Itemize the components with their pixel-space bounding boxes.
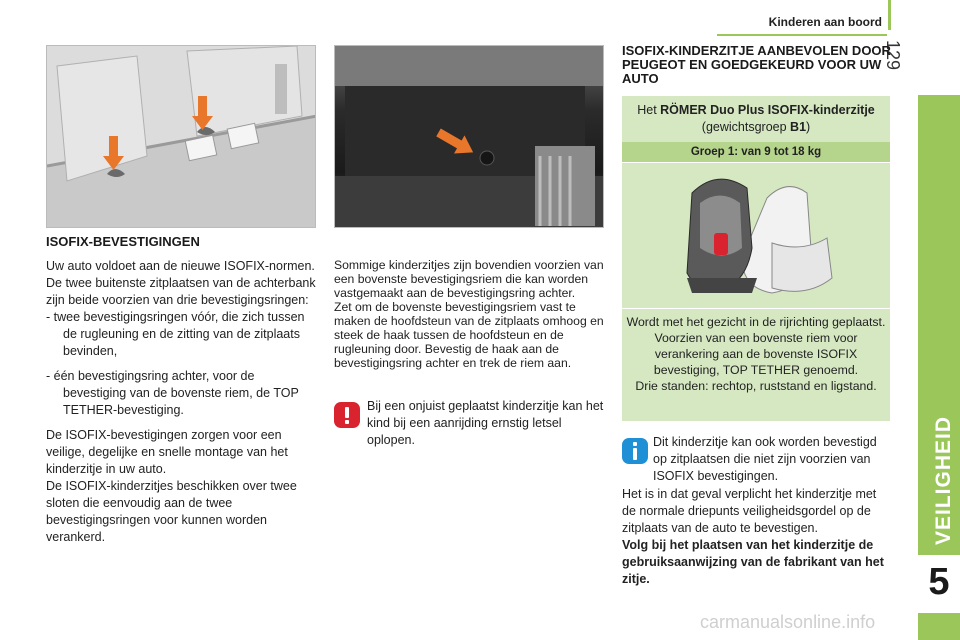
weight-group-suffix: )	[806, 120, 811, 134]
info-text: Dit kinderzitje kan ook worden bevestigd op zitplaatsen die niet zijn voorzien van ISOFIX bevestigingen.	[653, 435, 877, 483]
top-tether-text	[334, 258, 606, 370]
belt-instructions: Het is in dat geval verplicht het kinderzitje met de normale driepunts veiligheidsgordel op de zitplaats van de auto te bevestigen.	[622, 487, 877, 535]
isofix-body-text	[46, 258, 316, 546]
weight-group-prefix: (gewichtsgroep	[701, 120, 791, 134]
header-rule	[717, 34, 887, 36]
product-prefix: Het	[637, 103, 661, 117]
isofix-rings-photo	[46, 45, 316, 228]
product-name: RÖMER Duo Plus ISOFIX-kinderzitje	[660, 103, 875, 117]
bullet-front-rings: - twee bevestigingsringen vóór, die zich tussen de rugleuning en de zitting van de zitplaats bevinden,	[46, 310, 305, 358]
seat-orientation: Wordt met het gezicht in de rijrichting geplaatst.	[626, 315, 886, 329]
child-seat-image-area	[622, 163, 890, 308]
group-bar: Groep 1: van 9 tot 18 kg	[622, 142, 890, 162]
watermark: carmanualsonline.info	[700, 612, 876, 632]
intro-paragraph: Uw auto voldoet aan de nieuwe ISOFIX-normen.	[46, 259, 315, 273]
rings-paragraph: De twee buitenste zitplaatsen van de achterbank zijn beide voorzien van drie bevestigingsringen:	[46, 276, 316, 307]
bullet-rear-ring: - één bevestigingsring achter, voor de bevestiging van de bovenste riem, de TOP TETHER-bevestiging.	[46, 369, 299, 417]
isofix-section-title: ISOFIX-BEVESTIGINGEN	[46, 234, 200, 249]
header-vertical-rule	[888, 0, 891, 30]
header-title: Kinderen aan boord	[768, 15, 882, 29]
seat-top-tether: Voorzien van een bovenste riem voor verankering aan de bovenste ISOFIX bevestiging, TOP TETHER genoemd.	[653, 331, 859, 377]
chapter-number: 5	[928, 561, 950, 603]
warning-icon	[334, 402, 360, 428]
top-tether-ring-photo	[334, 45, 604, 228]
warning-text: Bij een onjuist geplaatst kinderzitje kan het kind bij een aanrijding ernstig letsel oplopen.	[367, 399, 604, 447]
top-tether-illustration	[335, 46, 604, 228]
product-box	[622, 96, 890, 142]
weight-group-code: B1	[790, 120, 807, 134]
page-number: 129	[883, 40, 903, 71]
seat-description-box	[622, 309, 890, 421]
locks-paragraph: De ISOFIX-kinderzitjes beschikken over twee sloten die eenvoudig aan de twee bevestigingsringen voor kunnen worden verankerd.	[46, 479, 297, 544]
recommended-seat-title: ISOFIX-KINDERZITJE AANBEVOLEN DOOR PEUGEOT EN GOEDGEKEURD VOOR UW AUTO	[622, 43, 891, 86]
isofix-rings-illustration	[47, 46, 316, 228]
manufacturer-instructions: Volg bij het plaatsen van het kinderzitje de gebruiksaanwijzing van de fabrikant van het zitje.	[622, 538, 884, 586]
tether-instructions: Zet om de bovenste bevestigingsriem vast te maken de hoofdsteun van de zitplaats omhoog en steek de haak tussen de hoofdsteun en de rugleuning door. Bevestig de haak aan de bevestigingsring achter en trek de riem aan.	[334, 300, 604, 370]
info-icon	[622, 438, 648, 464]
benefit-paragraph: De ISOFIX-bevestigingen zorgen voor een veilige, degelijke en snelle montage van het kinderzitje in uw auto.	[46, 428, 288, 476]
chapter-sidebar	[918, 95, 960, 640]
seat-positions: Drie standen: rechtop, ruststand en ligstand.	[635, 379, 877, 393]
tether-paragraph: Sommige kinderzitjes zijn bovendien voorzien van een bovenste bevestigingsriem die kan worden vastgemaakt aan de bevestigingsring achter.	[334, 258, 604, 300]
chapter-label: VEILIGHEID	[932, 415, 955, 545]
child-seat-illustration	[622, 163, 890, 308]
